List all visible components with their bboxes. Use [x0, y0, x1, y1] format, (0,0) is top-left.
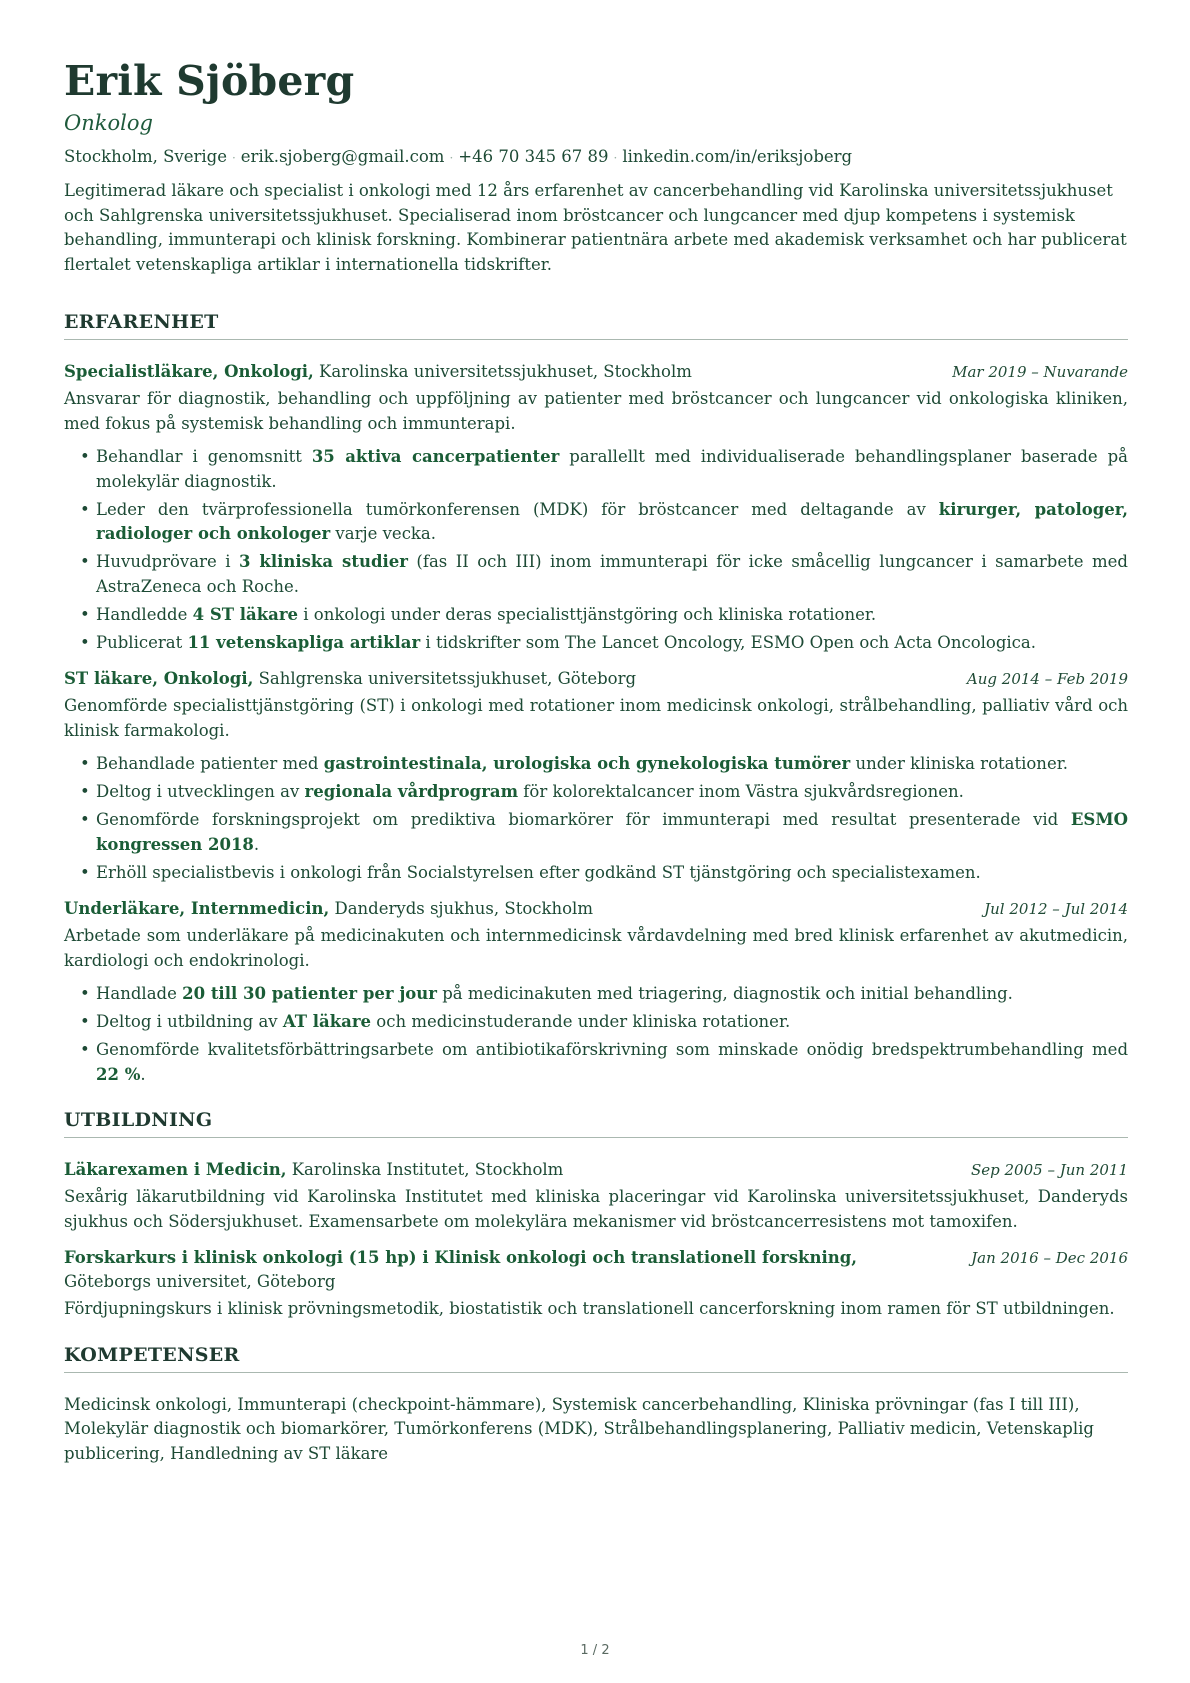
- bullet-text: Behandlade patienter med: [96, 754, 324, 774]
- job-title: Onkolog: [64, 111, 153, 136]
- education-list: [64, 1158, 1128, 1322]
- contact-phone[interactable]: +46 70 345 67 89: [458, 147, 609, 167]
- entry-role: ST läkare, Onkologi,: [64, 669, 254, 689]
- bullet-item: [96, 550, 1128, 599]
- bullet-text: Leder den tvärprofessionella tumörkonferensen (MDK) för bröstcancer med deltagande av: [96, 499, 939, 519]
- entry-description: Arbetade som underläkare på medicinakuten och internmedicinsk vårdavdelning med bred klinisk erfarenhet av akutmedicin, kardiologi och endokrinologi.: [64, 926, 1128, 970]
- bullet-text: under kliniska rotationer.: [850, 754, 1069, 774]
- bullet-item: [96, 445, 1128, 494]
- entry-place: Danderyds sjukhus, Stockholm: [329, 899, 593, 919]
- bullet-text: .: [253, 834, 260, 854]
- bullet-highlight: kirurger, patologer, radiologer och onkologer: [96, 499, 1129, 544]
- experience-section: [64, 311, 1128, 1087]
- bullet-text: i onkologi under deras specialisttjänstgöring och kliniska rotationer.: [298, 604, 877, 624]
- entry-dates: Sep 2005 – Jun 2011: [970, 1161, 1128, 1180]
- entry-bullets: [64, 445, 1128, 655]
- bullet-text: Handlade: [96, 984, 183, 1004]
- bullet-text: parallellt med individualiserade behandlingsplaner baserade på molekylär diagnostik.: [96, 447, 1128, 491]
- entry-place: Karolinska universitetssjukhuset, Stockholm: [313, 362, 692, 382]
- bullet-item: [96, 1038, 1128, 1087]
- entry-header: [64, 360, 1128, 384]
- bullet-highlight: 11 vetenskapliga artiklar: [187, 632, 421, 652]
- candidate-name: Erik Sjöberg: [64, 57, 355, 105]
- entry-dates: Aug 2014 – Feb 2019: [966, 670, 1128, 689]
- entry-role: Underläkare, Internmedicin,: [64, 899, 330, 919]
- page-number: 1 / 2: [580, 1643, 610, 1658]
- bullet-item: [96, 752, 1128, 777]
- bullet-text: Genomförde forskningsprojekt om prediktiva biomarkörer för immunterapi med resultat presenterade vid: [96, 810, 1071, 830]
- bullet-text: för kolorektalcancer inom Västra sjukvårdsregionen.: [518, 782, 964, 802]
- bullet-highlight: 3 kliniska studier: [238, 552, 408, 572]
- experience-list: [64, 360, 1128, 1087]
- entry-bullets: [64, 752, 1128, 885]
- bullet-text: (fas II och III) inom immunterapi för icke småcellig lungcancer i samarbete med AstraZeneca och Roche.: [96, 552, 1128, 596]
- bullet-text: Huvudprövare i: [96, 552, 239, 572]
- bullet-item: [96, 808, 1128, 857]
- entry-header: [64, 897, 1128, 921]
- separator-dot: ·: [449, 151, 454, 166]
- entry: [64, 897, 1128, 1087]
- section-heading-experience: ERFARENHET: [64, 311, 1128, 340]
- bullet-text: Publicerat: [96, 632, 188, 652]
- entry-dates: Jan 2016 – Dec 2016: [971, 1249, 1128, 1268]
- bullet-text: och medicinstuderande under kliniska rotationer.: [371, 1012, 791, 1032]
- bullet-text: på medicinakuten med triagering, diagnostik och initial behandling.: [437, 984, 1013, 1004]
- profile-summary: Legitimerad läkare och specialist i onkologi med 12 års erfarenhet av cancerbehandling vid Karolinska universitetssjukhuset och Sahlgrenska universitetssjukhuset. Specialiserad inom bröstcancer och lungcancer med djup kompetens i systemisk behandling, immunterapi och klinisk forskning. Kombinerar patientnära arbete med akademisk verksamhet och har publicerat flertalet vetenskapliga artiklar i internationella tidskrifter.: [64, 181, 1127, 274]
- contact-location: Stockholm, Sverige: [64, 147, 227, 167]
- bullet-highlight: 4 ST läkare: [192, 604, 299, 624]
- entry: [64, 360, 1128, 655]
- entry-place: Sahlgrenska universitetssjukhuset, Göteborg: [253, 669, 637, 689]
- entry-header: [64, 1246, 1128, 1294]
- bullet-text: Behandlar i genomsnitt: [96, 447, 312, 467]
- section-heading-education: UTBILDNING: [64, 1109, 1128, 1138]
- skills-text: Medicinsk onkologi, Immunterapi (checkpoint-hämmare), Systemisk cancerbehandling, Kliniska prövningar (fas I till III), Molekylär diagnostik och biomarkörer, Tumörkonferens (MDK), Strålbehandlingsplanering, Palliativ medicin, Vetenskaplig publicering, Handledning av ST läkare: [64, 1394, 1094, 1463]
- entry-description: Genomförde specialisttjänstgöring (ST) i onkologi med rotationer inom medicinsk onkologi, strålbehandling, palliativ vård och klinisk farmakologi.: [64, 696, 1128, 740]
- bullet-text: varje vecka.: [330, 524, 437, 544]
- bullet-text: Deltog i utvecklingen av: [96, 782, 305, 802]
- bullet-item: [96, 1010, 1128, 1035]
- bullet-item: [96, 780, 1128, 805]
- bullet-text: .: [140, 1064, 146, 1084]
- bullet-item: [96, 631, 1128, 656]
- bullet-highlight: 22 %: [96, 1064, 141, 1084]
- education-section: [64, 1109, 1128, 1322]
- contact-email[interactable]: erik.sjoberg@gmail.com: [240, 147, 445, 167]
- separator-dot: ·: [231, 151, 236, 166]
- bullet-highlight: 35 aktiva cancerpatienter: [311, 447, 560, 467]
- entry-header: [64, 667, 1128, 691]
- separator-dot: ·: [613, 151, 618, 166]
- bullet-highlight: 20 till 30 patienter per jour: [182, 984, 437, 1004]
- bullet-text: Handledde: [96, 604, 193, 624]
- entry: [64, 1246, 1128, 1322]
- bullet-highlight: AT läkare: [282, 1012, 372, 1032]
- entry-header: [64, 1158, 1128, 1182]
- resume-page: [64, 58, 1128, 1466]
- section-heading-skills: KOMPETENSER: [64, 1344, 1128, 1373]
- bullet-highlight: regionala vårdprogram: [304, 782, 519, 802]
- bullet-text: Deltog i utbildning av: [96, 1012, 283, 1032]
- bullet-text: Genomförde kvalitetsförbättringsarbete om antibiotikaförskrivning som minskade onödig bredspektrumbehandling med: [96, 1040, 1128, 1060]
- entry-role: Läkarexamen i Medicin,: [64, 1160, 287, 1180]
- bullet-highlight: gastrointestinala, urologiska och gynekologiska tumörer: [323, 754, 851, 774]
- contact-linkedin[interactable]: linkedin.com/in/eriksjoberg: [622, 147, 853, 167]
- entry: [64, 1158, 1128, 1234]
- entry: [64, 667, 1128, 885]
- contact-line: [64, 147, 1128, 166]
- bullet-text: i tidskrifter som The Lancet Oncology, ESMO Open och Acta Oncologica.: [420, 632, 1037, 652]
- entry-dates: Jul 2012 – Jul 2014: [984, 900, 1128, 919]
- entry-dates: Mar 2019 – Nuvarande: [952, 363, 1128, 382]
- entry-description: Sexårig läkarutbildning vid Karolinska Institutet med kliniska placeringar vid Karolinska universitetssjukhuset, Danderyds sjukhus och Södersjukhuset. Examensarbete om molekylära mekanismer vid bröstcancerresistens mot tamoxifen.: [64, 1187, 1128, 1231]
- entry-role: Specialistläkare, Onkologi,: [64, 362, 314, 382]
- entry-bullets: [64, 982, 1128, 1087]
- bullet-highlight: ESMO kongressen 2018: [96, 810, 1128, 854]
- bullet-text: Erhöll specialistbevis i onkologi från Socialstyrelsen efter godkänd ST tjänstgöring och specialistexamen.: [96, 862, 981, 882]
- entry-role: Forskarkurs i klinisk onkologi (15 hp) i Klinisk onkologi och translationell forskning,: [64, 1248, 857, 1268]
- skills-section: [64, 1344, 1128, 1467]
- entry-place: Göteborgs universitet, Göteborg: [64, 1272, 336, 1292]
- bullet-item: [96, 603, 1128, 628]
- bullet-item: [96, 498, 1128, 547]
- entry-description: Fördjupningskurs i klinisk prövningsmetodik, biostatistik och translationell cancerforskning inom ramen för ST utbildningen.: [64, 1299, 1115, 1319]
- entry-description: Ansvarar för diagnostik, behandling och uppföljning av patienter med bröstcancer och lungcancer vid onkologiska kliniken, med fokus på systemisk behandling och immunterapi.: [64, 389, 1128, 433]
- bullet-item: [96, 982, 1128, 1007]
- entry-place: Karolinska Institutet, Stockholm: [286, 1160, 564, 1180]
- bullet-item: [96, 861, 1128, 886]
